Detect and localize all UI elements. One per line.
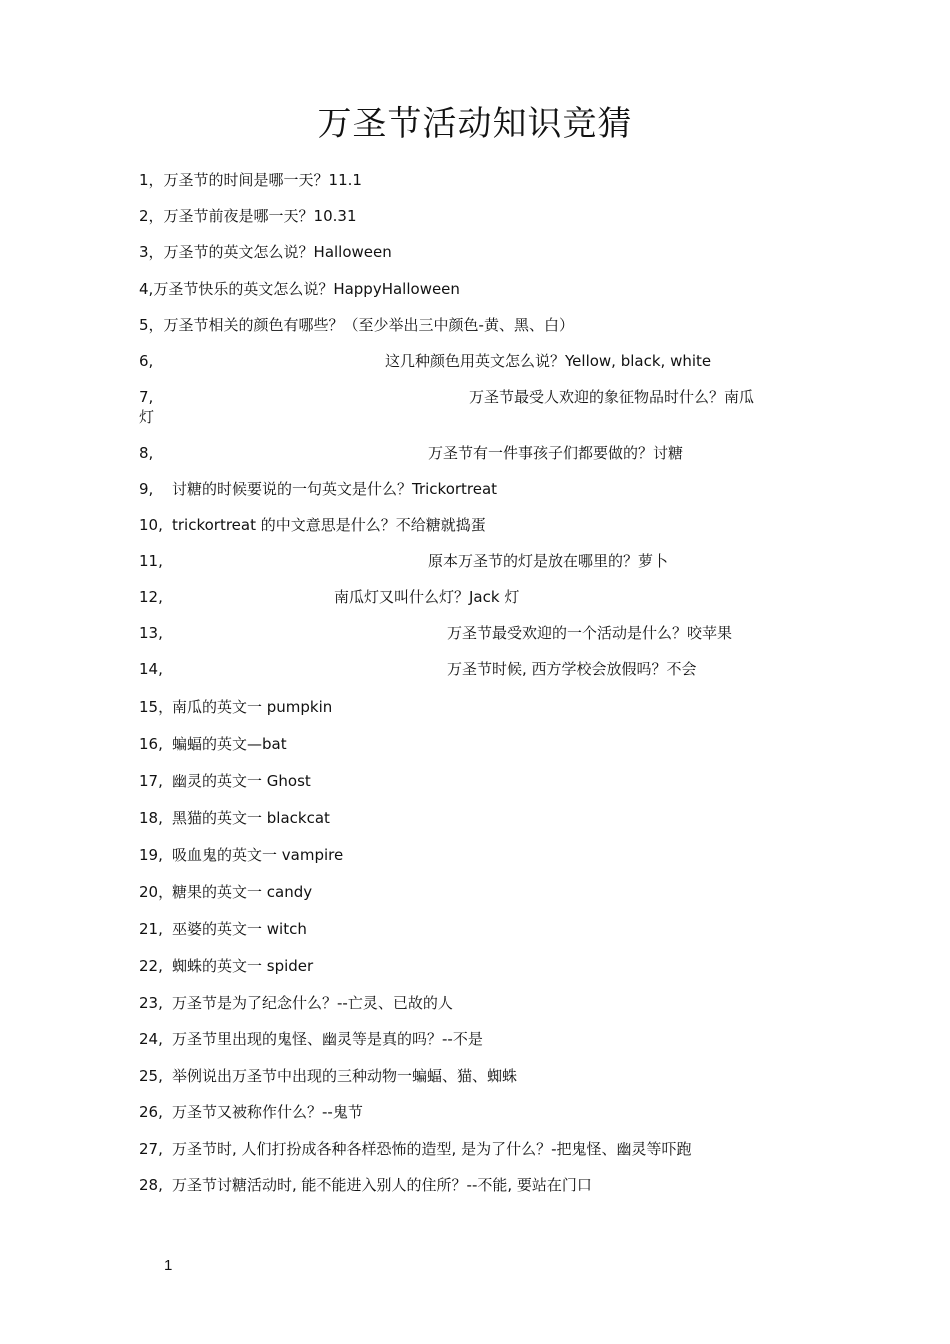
quiz-item [139, 845, 799, 882]
quiz-item [139, 206, 799, 242]
item-number: 27, [139, 1140, 163, 1158]
quiz-item [139, 1139, 799, 1175]
quiz-item [139, 170, 799, 206]
item-number: 7, [139, 388, 154, 406]
item-text: trickortreat 的中文意思是什么？不给糖就捣蛋 [172, 516, 486, 534]
quiz-item [139, 623, 799, 659]
item-number: 24, [139, 1030, 163, 1048]
item-number: 10, [139, 516, 163, 534]
item-text: 万圣节的英文怎么说？Halloween [163, 243, 392, 261]
quiz-item [139, 659, 799, 697]
item-text: 黑猫的英文一 blackcat [172, 809, 330, 827]
item-number: 23, [139, 994, 163, 1012]
item-text: 蝙蝠的英文—bat [172, 735, 287, 753]
item-text: 万圣节又被称作什么？--鬼节 [172, 1103, 363, 1121]
item-number: 21, [139, 920, 163, 938]
document-title: 万圣节活动知识竞猜 [317, 104, 633, 144]
quiz-item [139, 771, 799, 808]
item-text: 万圣节最受欢迎的一个活动是什么？咬苹果 [447, 624, 733, 642]
quiz-item [139, 515, 799, 551]
quiz-item [139, 351, 799, 387]
item-text: 万圣节相关的颜色有哪些？（至少举出三中颜色-黄、黑、白） [163, 316, 574, 334]
quiz-item [139, 1175, 799, 1211]
item-text: 万圣节里出现的鬼怪、幽灵等是真的吗？--不是 [172, 1030, 483, 1048]
item-text: 举例说出万圣节中出现的三种动物一蝙蝠、猫、蜘蛛 [172, 1067, 518, 1085]
quiz-item [139, 587, 799, 623]
item-number: 3， [139, 243, 164, 261]
item-text: 幽灵的英文一 Ghost [172, 772, 311, 790]
item-number: 26, [139, 1103, 163, 1121]
item-text: 万圣节有一件事孩子们都要做的？讨糖 [428, 444, 684, 462]
item-number: 13, [139, 624, 163, 642]
item-number: 20， [139, 883, 174, 901]
item-number: 6, [139, 352, 154, 370]
item-text: 万圣节最受人欢迎的象征物品时什么？南瓜 [469, 388, 755, 406]
quiz-item [139, 808, 799, 845]
item-number: 16, [139, 735, 163, 753]
item-text: 万圣节讨糖活动时, 能不能进入别人的住所？--不能, 要站在门口 [172, 1176, 592, 1194]
item-number: 1， [139, 171, 164, 189]
quiz-item [139, 882, 799, 919]
quiz-list [139, 170, 799, 1211]
item-text: 糖果的英文一 candy [172, 883, 313, 901]
item-text: 蜘蛛的英文一 spider [172, 957, 314, 975]
item-text: 巫婆的英文一 witch [172, 920, 307, 938]
item-text: 吸血鬼的英文一 vampire [172, 846, 344, 864]
item-number: 17, [139, 772, 163, 790]
item-text: 万圣节是为了纪念什么？--亡灵、已故的人 [172, 994, 453, 1012]
item-number: 15， [139, 698, 174, 716]
quiz-item [139, 1029, 799, 1066]
item-number: 12, [139, 588, 163, 606]
quiz-item [139, 315, 799, 351]
quiz-item [139, 479, 799, 515]
page-number: 1 [164, 1257, 173, 1274]
item-number: 9, [139, 480, 154, 498]
quiz-item [139, 279, 799, 315]
item-text: 这几种颜色用英文怎么说？Yellow, black, white [385, 352, 712, 370]
item-number: 19, [139, 846, 163, 864]
quiz-item [139, 1066, 799, 1102]
item-continuation: 灯 [139, 408, 155, 426]
item-text: 万圣节时, 人们打扮成各种各样恐怖的造型, 是为了什么？-把鬼怪、幽灵等吓跑 [172, 1140, 692, 1158]
item-text: 原本万圣节的灯是放在哪里的？萝卜 [428, 552, 669, 570]
quiz-item [139, 956, 799, 993]
item-text: 讨糖的时候要说的一句英文是什么？Trickortreat [172, 480, 498, 498]
item-number: 2， [139, 207, 164, 225]
item-number: 25, [139, 1067, 163, 1085]
item-number: 22, [139, 957, 163, 975]
quiz-item [139, 551, 799, 587]
item-text: 万圣节时候, 西方学校会放假吗？不会 [447, 660, 697, 678]
quiz-item [139, 387, 799, 443]
quiz-item [139, 734, 799, 771]
item-number: 28, [139, 1176, 163, 1194]
item-number: 8, [139, 444, 154, 462]
item-number: 4, [139, 280, 154, 298]
quiz-item [139, 1102, 799, 1139]
item-number: 18, [139, 809, 163, 827]
item-text: 万圣节的时间是哪一天？11.1 [163, 171, 362, 189]
item-text: 南瓜的英文一 pumpkin [172, 698, 333, 716]
item-text: 万圣节快乐的英文怎么说？HappyHalloween [153, 280, 460, 298]
quiz-item [139, 993, 799, 1029]
item-number: 14, [139, 660, 163, 678]
item-number: 5， [139, 316, 164, 334]
quiz-item [139, 919, 799, 956]
quiz-item [139, 697, 799, 734]
item-text: 南瓜灯又叫什么灯？Jack 灯 [334, 588, 520, 606]
quiz-item [139, 242, 799, 279]
item-text: 万圣节前夜是哪一天？10.31 [163, 207, 357, 225]
item-number: 11, [139, 552, 163, 570]
quiz-item [139, 443, 799, 479]
